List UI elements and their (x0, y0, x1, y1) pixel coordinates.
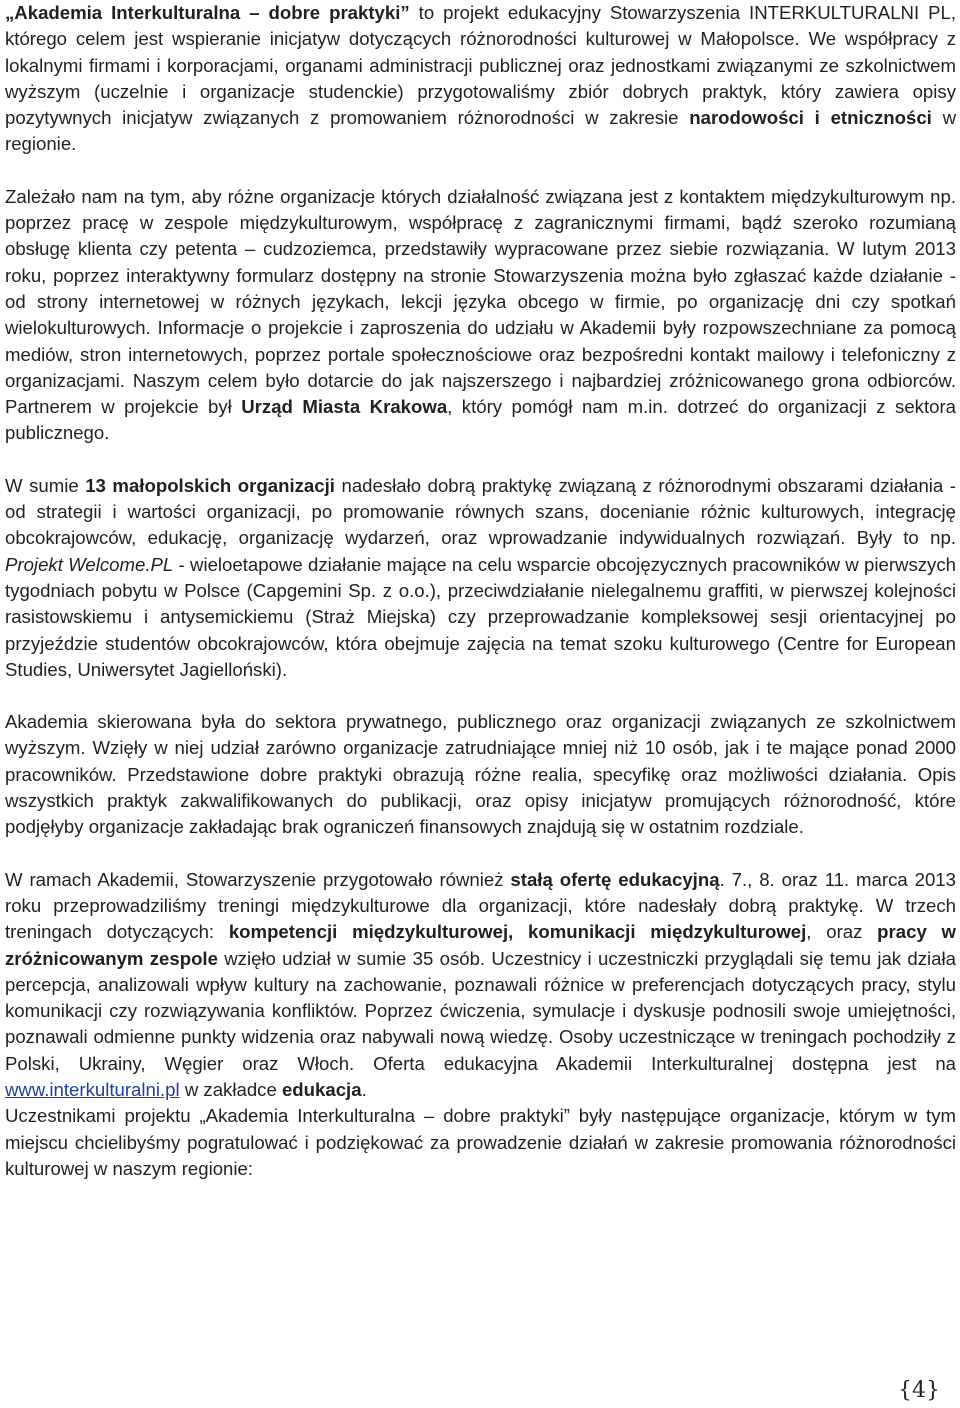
paragraph-summary (5, 473, 956, 683)
page-number: {4} (898, 1378, 940, 1403)
text-span: wzięło udział w sumie 35 osób. Uczestnicy i uczestniczki przyglądali się temu jak działa percepcja, analizowali wpływ kultury na zachowanie, poznawali różnice w preferencjach dotyczących pracy, stylu komunikacji czy rozwiązywania konfliktów. Poprzez ćwiczenia, symulacje i dyskusje podnosili swoje umiejętności, poznawali odmienne punkty widzenia oraz nabywali nową wiedzę. Osoby uczestniczące w treningach pochodziły z Polski, Ukrainy, Węgier oraz Włoch. Oferta edukacyjna Akademii Interkulturalnej dostępna jest na (5, 947, 956, 1074)
training-topic-team: pracy w zróżnicowanym zespole (5, 921, 957, 969)
document-body (5, 0, 956, 1182)
text-span: W ramach Akademii, Stowarzyszenie przygotowało również (5, 868, 511, 890)
paragraph-participants (5, 1103, 956, 1182)
website-link[interactable]: www.interkulturalni.pl (5, 1078, 180, 1100)
project-name: „Akademia Interkulturalna – dobre praktyki” (5, 2, 410, 23)
text-span: - wieloetapowe działanie mające na celu wsparcie obcojęzycznych pracowników w pierwszych tygodniach pobytu w Polsce (Capgemini Sp. z o.o.), przeciwdziałanie nielegalnemu graffiti, w pierwszej kolejności rasistowskiemu i antysemickiemu (Straż Miejska) czy przeprowadzanie kompleksowej sesji orientacyjnej po przyjeździe studentów obcokrajowców, która obejmuje zajęcia na temat szoku kulturowego (Centre for European Studies, Uniwersytet Jagielloński). (5, 553, 956, 680)
text-span: Akademia skierowana była do sektora prywatnego, publicznego oraz organizacji związanych ze szkolnictwem wyższym. Wzięły w niej udział zarówno organizacje zatrudniające mniej niż 10 osób, jak i te mające ponad 2000 pracowników. Przedstawione dobre praktyki obrazują różne realia, specyfikę oraz możliwości działania. Opis wszystkich praktyk zakwalifikowanych do publikacji, oraz opisy inicjatyw promujących różnorodność, które podjęłyby organizacje zakładając brak ograniczeń finansowych znajdują się w ostatnim rozdziale. (5, 711, 956, 838)
text-span: w zakładce (179, 1078, 282, 1100)
project-title: Projekt Welcome.PL (5, 553, 174, 575)
text-span: , który pomógł nam m.in. dotrzeć do organizacji z sektora publicznego. (5, 396, 956, 444)
text-span: Zależało nam na tym, aby różne organizacje których działalność związana jest z kontaktem międzykulturowym np. poprzez pracę w zespole międzykulturowym, współpracę z zagranicznymi firmami, bądź szeroko rozumianą obsługę klienta czy petenta – cudzoziemca, przedstawiły wypracowane przez siebie rozwiązania. W lutym 2013 roku, poprzez interaktywny formularz dostępny na stronie Stowarzyszenia można było zgłaszać każde działanie - od strony internetowej w różnych językach, lekcji języka obcego w firmie, po organizację dni czy spotkań wielokulturowych. Informacje o projekcie i zaproszenia do udziału w Akademii były rozpowszechniane za pomocą mediów, stron internetowych, poprzez portale społecznościowe oraz bezpośredni kontakt mailowy i telefoniczny z organizacjami. Naszym celem było dotarcie do jak najszerszego i najbardziej zróżnicowanego grona odbiorców. Partnerem w projekcie był (5, 185, 956, 418)
emphasis-nationality: narodowości i etniczności (689, 107, 932, 129)
text-span: to projekt edukacyjny Stowarzyszenia INTERKULTURALNI PL, którego celem jest wspieranie inicjatyw dotyczących różnorodności kulturowej w Małopolsce. We współpracy z lokalnymi firmami i korporacjami, organami administracji publicznej oraz jednostkami związanymi ze szkolnictwem wyższym (uczelnie i organizacje studenckie) przygotowaliśmy zbiór dobrych praktyk, który zawiera opisy pozytywnych inicjatyw związanych z promowaniem różnorodności w zakresie (5, 2, 957, 129)
paragraph-goals (5, 184, 956, 447)
text-span: Uczestnikami projektu „Akademia Interkulturalna – dobre praktyki” były następujące organizacje, którym w tym miejscu chcielibyśmy pogratulować i podziękować za prowadzenie działań w zakresie promowania różnorodności kulturowej w naszym regionie: (5, 1105, 956, 1179)
text-span: nadesłało dobrą praktykę związaną z różnorodnymi obszarami działania - od strategii i wartości organizacji, po promowanie równych szans, docenianie różnic kulturowych, integrację obcokrajowców, edukację, organizację wydarzeń, oraz wprowadzanie indywidualnych rozwiązań. Były to np. (5, 474, 956, 549)
text-span: . 7., 8. oraz 11. marca 2013 roku przeprowadziliśmy treningi międzykulturowe dla organizacji, które nadesłały dobrą praktykę. W trzech treningach dotyczących: (5, 868, 956, 943)
paragraph-intro (5, 0, 956, 158)
education-tab-name: edukacja (281, 1078, 362, 1100)
paragraph-education (5, 867, 956, 1104)
training-topics: kompetencji międzykulturowej, komunikacji międzykulturowej (228, 921, 807, 943)
text-span: W sumie (5, 474, 86, 496)
organizations-count: 13 małopolskich organizacji (85, 474, 335, 496)
text-span: w regionie. (5, 107, 956, 155)
text-span: , oraz (806, 921, 878, 943)
text-span: . (361, 1078, 367, 1100)
paragraph-audience (5, 709, 956, 840)
education-offer: stałą ofertę edukacyjną (510, 868, 720, 890)
partner-name: Urząd Miasta Krakowa (241, 396, 448, 418)
